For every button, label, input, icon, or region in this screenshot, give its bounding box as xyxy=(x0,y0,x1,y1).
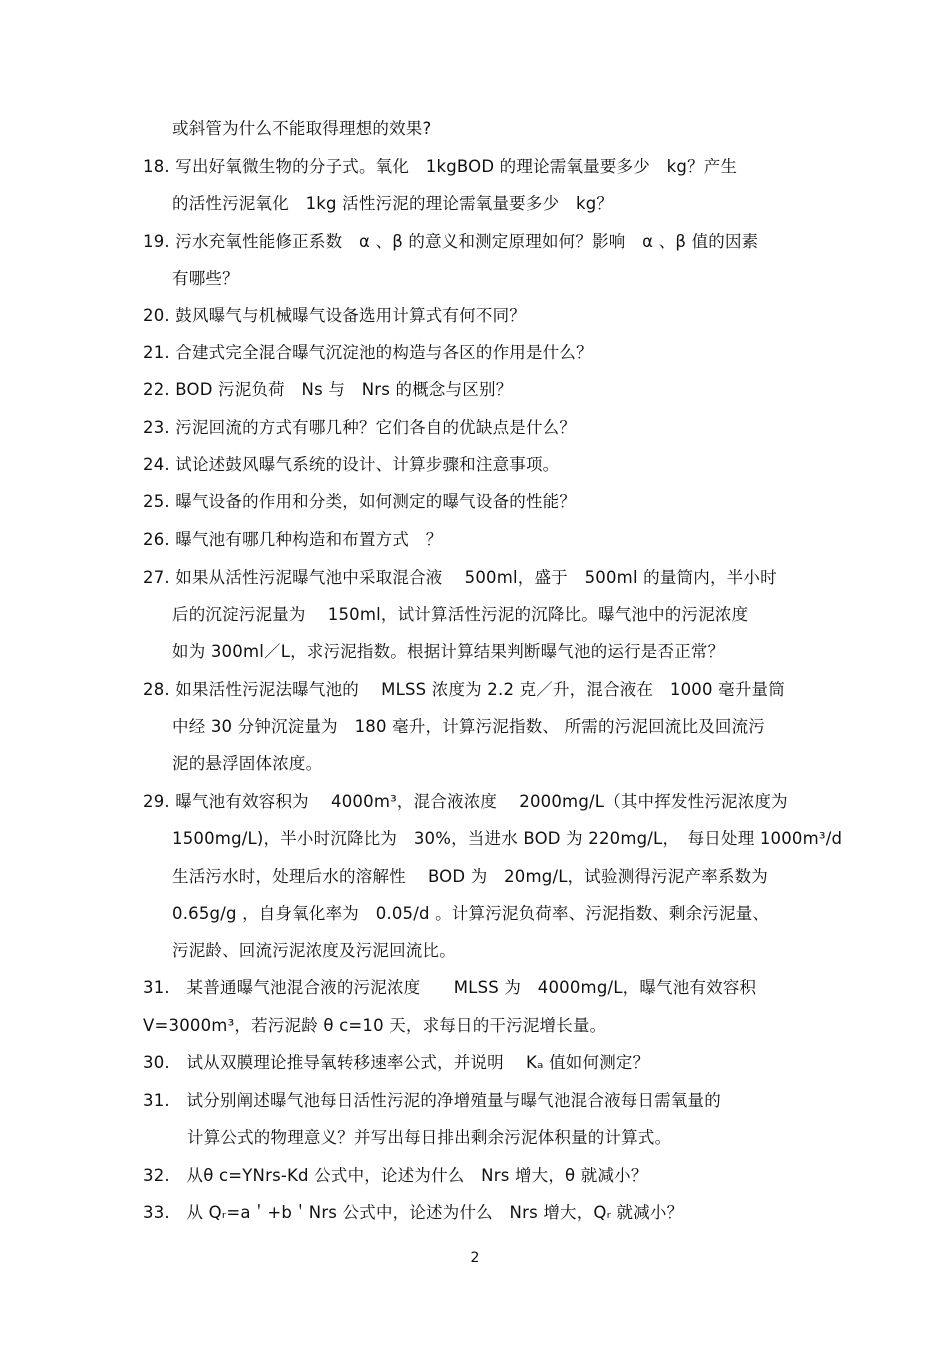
text-line: 27. 如果从活性污泥曝气池中采取混合液 500ml，盛于 500ml 的量筒内，半小时 xyxy=(143,568,777,587)
text-line: 1500mg/L)，半小时沉降比为 30%，当进水 BOD 为 220mg/L， 每日处理 1000m³/d xyxy=(172,829,843,848)
text-line: 0.65g/g ，自身氧化率为 0.05/d 。计算污泥负荷率、污泥指数、剩余污泥量、 xyxy=(172,904,770,923)
page-number: 2 xyxy=(470,1250,480,1266)
text-line: 有哪些？ xyxy=(172,269,239,288)
text-line: 污泥龄、回流污泥浓度及污泥回流比。 xyxy=(172,941,456,960)
text-line: 或斜管为什么不能取得理想的效果? xyxy=(172,119,432,138)
text-line: 泥的悬浮固体浓度。 xyxy=(172,754,323,773)
text-line: 22. BOD 污泥负荷 Ns 与 Nrs 的概念与区别？ xyxy=(143,380,513,399)
text-line: 后的沉淀污泥量为 150ml，试计算活性污泥的沉降比。曝气池中的污泥浓度 xyxy=(172,605,749,624)
text-line: 19. 污水充氧性能修正系数 α 、β 的意义和测定原理如何？影响 α 、β 值的因素 xyxy=(143,232,759,251)
text-line: 计算公式的物理意义？并写出每日排出剩余污泥体积量的计算式。 xyxy=(187,1128,672,1147)
text-line: 28. 如果活性污泥法曝气池的 MLSS 浓度为 2.2 克／升，混合液在 1000 毫升量筒 xyxy=(143,680,785,699)
text-line: 如为 300ml／L，求污泥指数。根据计算结果判断曝气池的运行是否正常？ xyxy=(172,642,725,661)
text-line: 31. 某普通曝气池混合液的污泥浓度 MLSS 为 4000mg/L，曝气池有效容积 xyxy=(143,978,757,997)
text-line: 31. 试分别阐述曝气池每日活性污泥的净增殖量与曝气池混合液每日需氧量的 xyxy=(143,1091,721,1110)
text-line: 30. 试从双膜理论推导氧转移速率公式，并说明 Kₐ 值如何测定？ xyxy=(143,1053,650,1072)
text-line: 26. 曝气池有哪几种构造和布置方式 ？ xyxy=(143,530,443,549)
text-line: 18. 写出好氧微生物的分子式。氧化 1kgBOD 的理论需氧量要多少 kg？产生 xyxy=(143,157,738,176)
text-line: 21. 合建式完全混合曝气沉淀池的构造与各区的作用是什么？ xyxy=(143,343,593,362)
text-line: 20. 鼓风曝气与机械曝气设备选用计算式有何不同？ xyxy=(143,306,526,325)
text-line: 24. 试论述鼓风曝气系统的设计、计算步骤和注意事项。 xyxy=(143,455,560,474)
text-line: 25. 曝气设备的作用和分类，如何测定的曝气设备的性能？ xyxy=(143,492,577,511)
text-line: 32. 从θ c=YNrs-Kd 公式中，论述为什么 Nrs 增大，θ 就减小？ xyxy=(143,1166,648,1185)
text-line: V=3000m³，若污泥龄 θ c=10 天，求每日的干污泥增长量。 xyxy=(143,1016,607,1035)
text-line: 23. 污泥回流的方式有哪几种？它们各自的优缺点是什么？ xyxy=(143,418,577,437)
text-line: 中经 30 分钟沉淀量为 180 毫升，计算污泥指数、 所需的污泥回流比及回流污 xyxy=(172,717,765,736)
text-line: 33. 从 Qᵣ=a＇+b＇Nrs 公式中，论述为什么 Nrs 增大，Qᵣ 就减小？ xyxy=(143,1203,684,1222)
text-line: 29. 曝气池有效容积为 4000m³，混合液浓度 2000mg/L（其中挥发性污泥浓度为 xyxy=(143,792,788,811)
text-line: 生活污水时，处理后水的溶解性 BOD 为 20mg/L，试验测得污泥产率系数为 xyxy=(172,867,769,886)
text-line: 的活性污泥氧化 1kg 活性污泥的理论需氧量要多少 kg？ xyxy=(172,194,614,213)
